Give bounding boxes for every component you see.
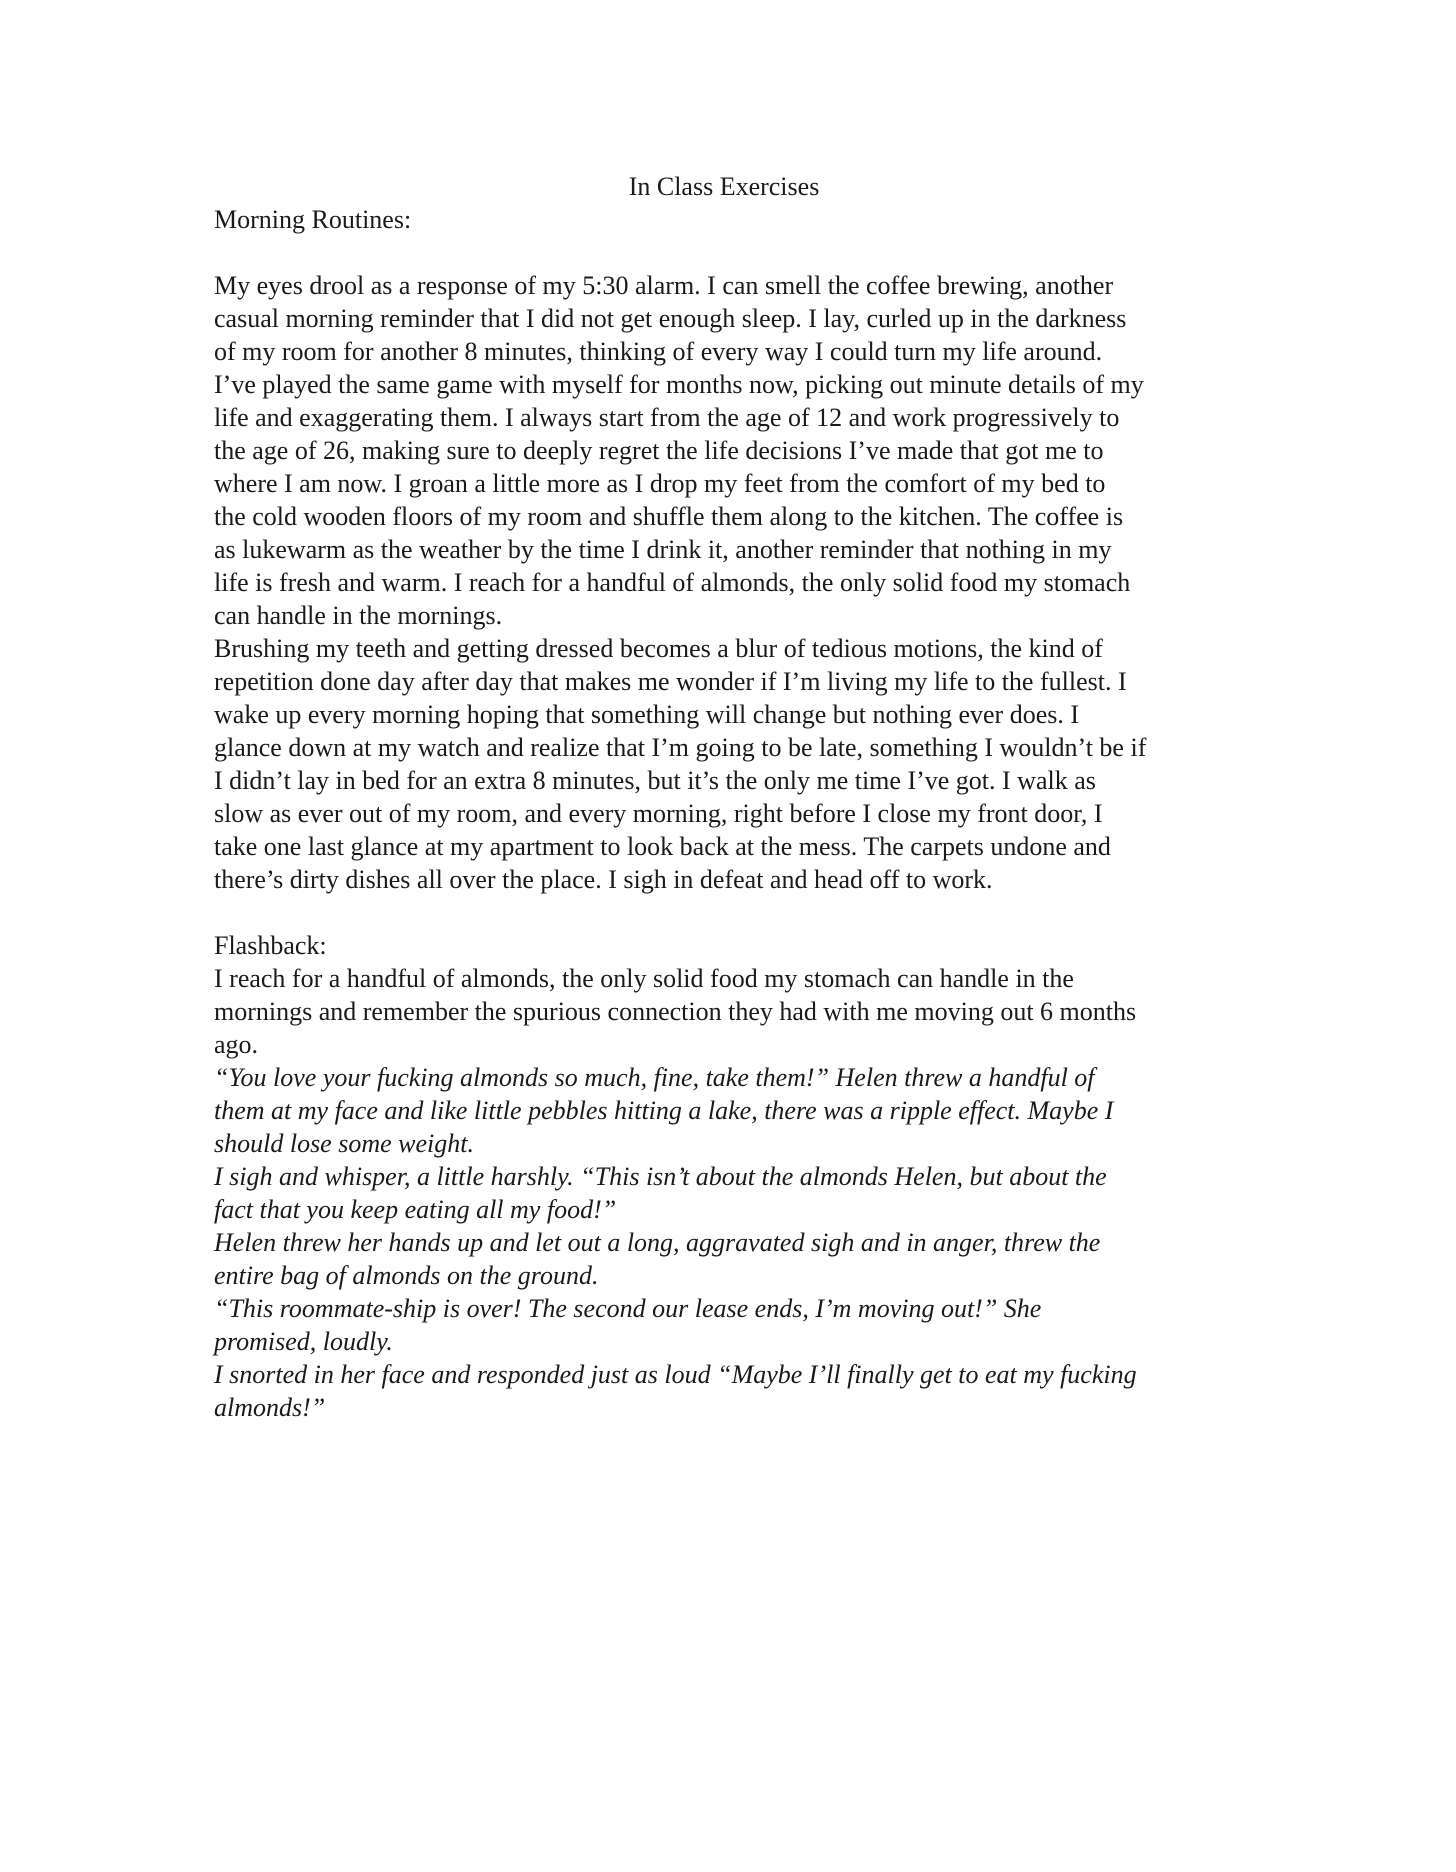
text-line: repetition done day after day that makes me wonder if I’m living my life to the fullest. I	[214, 667, 1127, 696]
text-line: Helen threw her hands up and let out a long, aggravated sigh and in anger, threw the	[214, 1228, 1101, 1257]
text-line: My eyes drool as a response of my 5:30 alarm. I can smell the coffee brewing, another	[214, 271, 1114, 300]
text-line: fact that you keep eating all my food!”	[214, 1195, 617, 1224]
text-line: life and exaggerating them. I always start from the age of 12 and work progressively to	[214, 403, 1120, 432]
text-line: promised, loudly.	[214, 1327, 393, 1356]
text-line: should lose some weight.	[214, 1129, 474, 1158]
text-line: almonds!”	[214, 1393, 326, 1422]
text-line: there’s dirty dishes all over the place. I sigh in defeat and head off to work.	[214, 865, 993, 894]
text-line: I reach for a handful of almonds, the only solid food my stomach can handle in the	[214, 964, 1074, 993]
paragraph-getting-ready	[214, 632, 1254, 896]
text-line: wake up every morning hoping that something will change but nothing ever does. I	[214, 700, 1080, 729]
text-line: mornings and remember the spurious connection they had with me moving out 6 months	[214, 997, 1137, 1026]
text-line: take one last glance at my apartment to look back at the mess. The carpets undone and	[214, 832, 1111, 861]
text-line: slow as ever out of my room, and every morning, right before I close my front door, I	[214, 799, 1103, 828]
text-line: I didn’t lay in bed for an extra 8 minutes, but it’s the only me time I’ve got. I walk as	[214, 766, 1096, 795]
paragraph-flashback-intro	[214, 962, 1254, 1061]
section-heading-flashback: Flashback:	[214, 931, 327, 960]
text-line: glance down at my watch and realize that I’m going to be late, something I wouldn’t be if	[214, 733, 1147, 762]
text-line: I snorted in her face and responded just as loud “Maybe I’ll finally get to eat my fucking	[214, 1360, 1137, 1389]
text-line: them at my face and like little pebbles hitting a lake, there was a ripple effect. Maybe I	[214, 1096, 1114, 1125]
blank-line	[214, 236, 1254, 269]
text-line: the age of 26, making sure to deeply regret the life decisions I’ve made that got me to	[214, 436, 1104, 465]
text-line: entire bag of almonds on the ground.	[214, 1261, 599, 1290]
text-line: where I am now. I groan a little more as I drop my feet from the comfort of my bed to	[214, 469, 1106, 498]
text-line: can handle in the mornings.	[214, 601, 503, 630]
text-line: ago.	[214, 1030, 259, 1059]
paragraph-flashback-dialogue	[214, 1061, 1254, 1424]
text-line: Brushing my teeth and getting dressed becomes a blur of tedious motions, the kind of	[214, 634, 1103, 663]
text-line: life is fresh and warm. I reach for a handful of almonds, the only solid food my stomach	[214, 568, 1131, 597]
text-line: “You love your fucking almonds so much, fine, take them!” Helen threw a handful of	[214, 1063, 1095, 1092]
text-line: the cold wooden floors of my room and shuffle them along to the kitchen. The coffee is	[214, 502, 1124, 531]
text-line: as lukewarm as the weather by the time I drink it, another reminder that nothing in my	[214, 535, 1112, 564]
document-body	[214, 170, 1254, 1424]
section-heading-morning-routines: Morning Routines:	[214, 205, 412, 234]
text-line: of my room for another 8 minutes, thinking of every way I could turn my life around.	[214, 337, 1103, 366]
text-line: I sigh and whisper, a little harshly. “This isn’t about the almonds Helen, but about the	[214, 1162, 1107, 1191]
text-line: “This roommate-ship is over! The second our lease ends, I’m moving out!” She	[214, 1294, 1042, 1323]
document-title: In Class Exercises	[628, 172, 820, 201]
blank-line	[214, 896, 1254, 929]
text-line: I’ve played the same game with myself for months now, picking out minute details of my	[214, 370, 1144, 399]
paragraph-morning-routine	[214, 269, 1254, 632]
text-line: casual morning reminder that I did not get enough sleep. I lay, curled up in the darkness	[214, 304, 1127, 333]
